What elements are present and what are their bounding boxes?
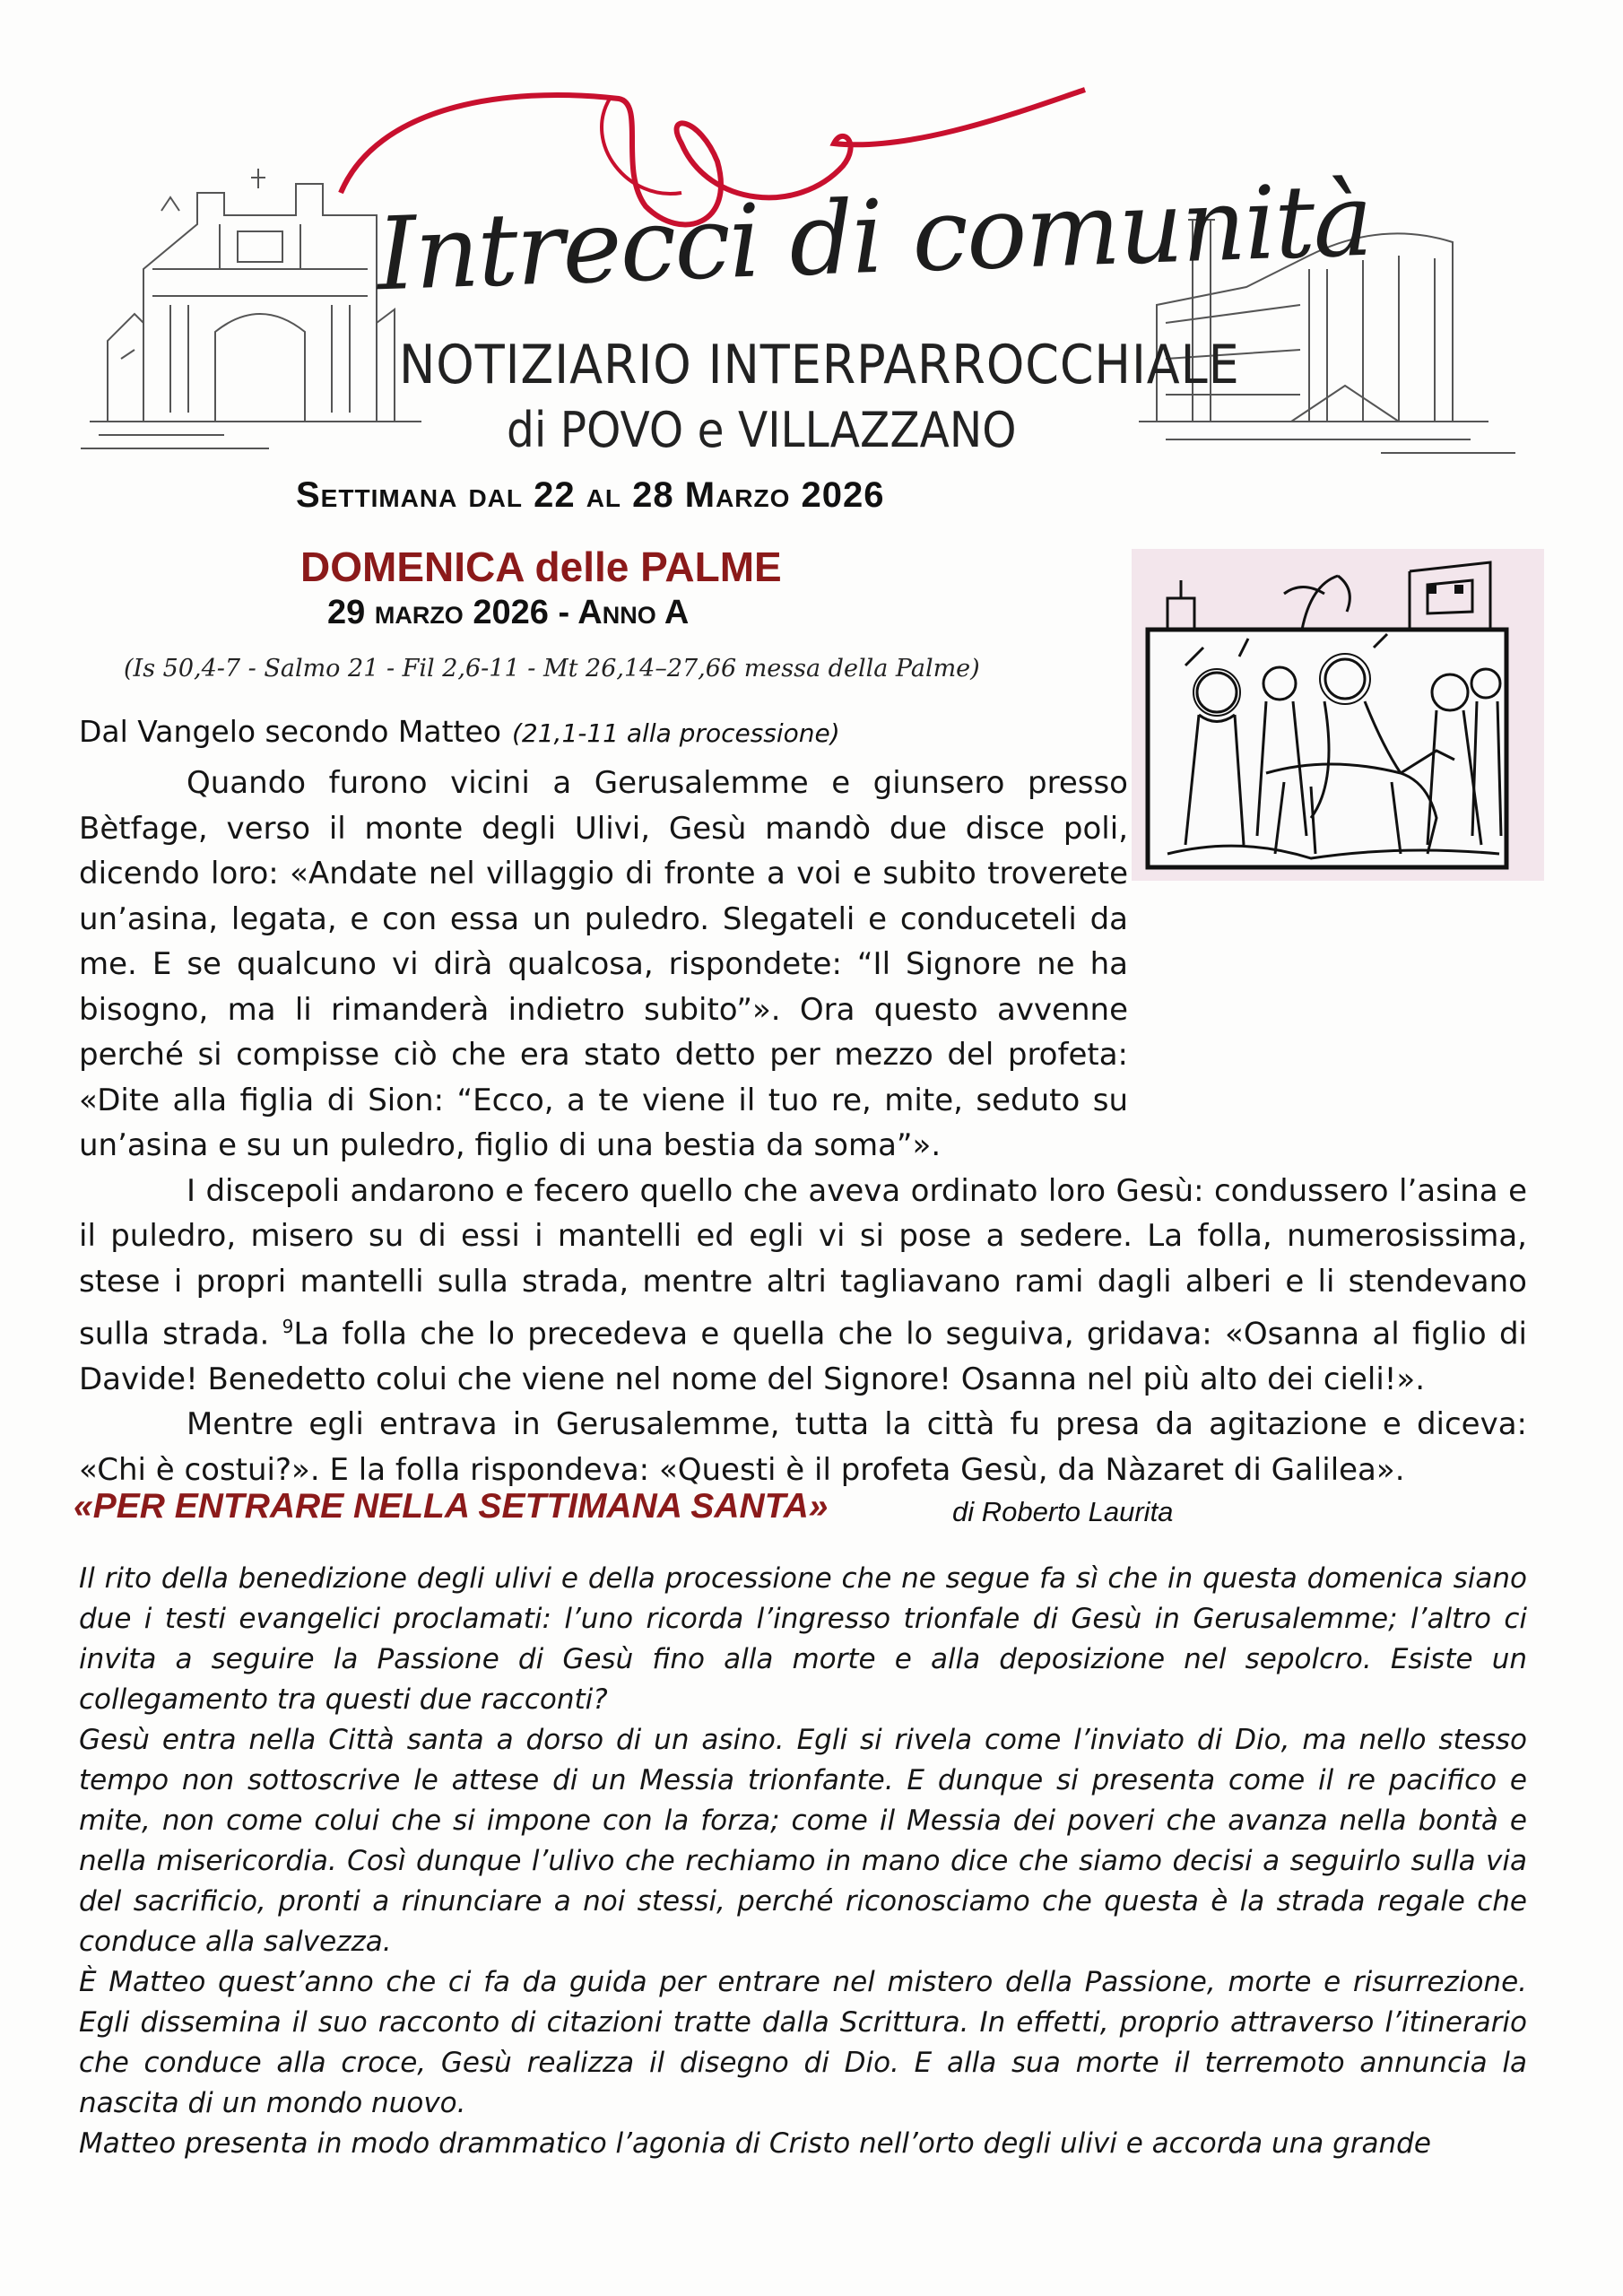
liturgical-day-date: 29 marzo 2026 - Anno A [327,594,690,631]
gospel-reference: (21,1-11 alla processione) [511,718,840,748]
essay-paragraph-2: Gesù entra nella Città santa a dorso di un asino. Egli si rivela come l’inviato di Dio, ma nello stesso tempo non sottoscrive le attese di un Messia trionfante. E dunque si presenta come il re pacifico e mite, non come colui che si impone con la forza; come il Messia dei poveri che avanza nella bontà e nella misericordia. Così dunque l’ulivo che rechiamo in mano dice che siamo decisi a seguirlo sulla via del sacrificio, pronti a rinunciare a noi stessi, perché riconosciamo che questa è la strada regale che conduce alla salvezza. [79,1724,1527,1958]
newsletter-title: Intrecci di comunità [375,161,1374,314]
verse-number: 9 [282,1316,294,1337]
church-facade-drawing [81,169,421,448]
essay-author: di Roberto Laurita [952,1496,1174,1527]
gospel-text [79,761,1527,1492]
newsletter-subtitle: NOTIZIARIO INTERPARROCCHIALE [399,334,1240,396]
essay-paragraph-3: È Matteo quest’anno che ci fa da guida per entrare nel mistero della Passione, morte e risurrezione. Egli dissemina il suo racconto di citazioni tratte dalla Scrittura. In effetti, proprio attraverso l’itinerario che conduce alla croce, Gesù realizza il disegno di Dio. E alla sua morte il terremoto annuncia la nascita di un mondo nuovo. [79,1966,1527,2119]
gospel-heading-text: Dal Vangelo secondo Matteo [79,714,501,749]
readings-list: (Is 50,4-7 - Salmo 21 - Fil 2,6-11 - Mt 26,14–27,66 messa della Palme) [124,655,980,683]
gospel-heading [79,714,840,749]
gospel-paragraph-2 [79,1169,1527,1403]
essay-paragraph-1: Il rito della benedizione degli ulivi e della processione che ne segue fa sì che in questa domenica siano due i testi evangelici proclamati: l’uno ricorda l’ingresso trionfale di Gesù in Gerusalemme; l’altro ci invita a seguire la Passione di Gesù fino alla morte e alla deposizione nel sepolcro. Esiste un collegamento tra questi due racconti? [79,1562,1527,1716]
essay-title: «PER ENTRARE NELLA SETTIMANA SANTA» [74,1487,829,1526]
gospel-paragraph-1: Quando furono vicini a Gerusalemme e giunsero presso Bètfage, verso il monte degli Ulivi, Gesù mandò due disce poli, dicendo loro: «Andate nel villaggio di fronte a voi e subito troverete un’asina, legata, e con essa un puledro. Slegateli e conduceteli da me. E se qualcuno vi dirà qualcosa, rispondete: “Il Signore ne ha bisogno, ma li rimanderà indietro subito”». Ora questo avvenne perché si compisse ciò che era stato detto per mezzo del profeta: «Dite alla figlia di Sion: “Ecco, a te viene il tuo re, mite, seduto su un’asina e su un puledro, figlio di una bestia da soma”». [79,765,1128,1163]
week-range: Settimana dal 22 al 28 Marzo 2026 [296,475,885,515]
newsletter-parishes: di POVO e VILLAZZANO [507,402,1017,458]
liturgical-day-title: DOMENICA delle PALME [300,544,782,590]
essay-paragraph-4: Matteo presenta in modo drammatico l’agonia di Cristo nell’orto degli ulivi e accorda una grande [79,2127,1431,2160]
gospel-paragraph-2b: La folla che lo precedeva e quella che lo seguiva, gridava: «Osanna al figlio di Davide! Benedetto colui che viene nel nome del Signore! Osanna nel più alto dei cieli!». [79,1316,1527,1397]
gospel-paragraph-2a: I discepoli andarono e fecero quello che aveva ordinato loro Gesù: condussero l’asina e il puledro, misero su di essi i mantelli ed egli vi si pose a sedere. La folla, numerosissima, stese i propri mantelli sulla strada, mentre altri tagliavano rami dagli alberi e li stendevano sulla strada. [79,1172,1527,1352]
gospel-paragraph-3: Mentre egli entrava in Gerusalemme, tutta la città fu presa da agitazione e diceva: «Chi è costui?». E la folla rispondeva: «Questi è il profeta Gesù, da Nàzaret di Galilea». [79,1406,1527,1488]
essay-text [79,1559,1527,2164]
